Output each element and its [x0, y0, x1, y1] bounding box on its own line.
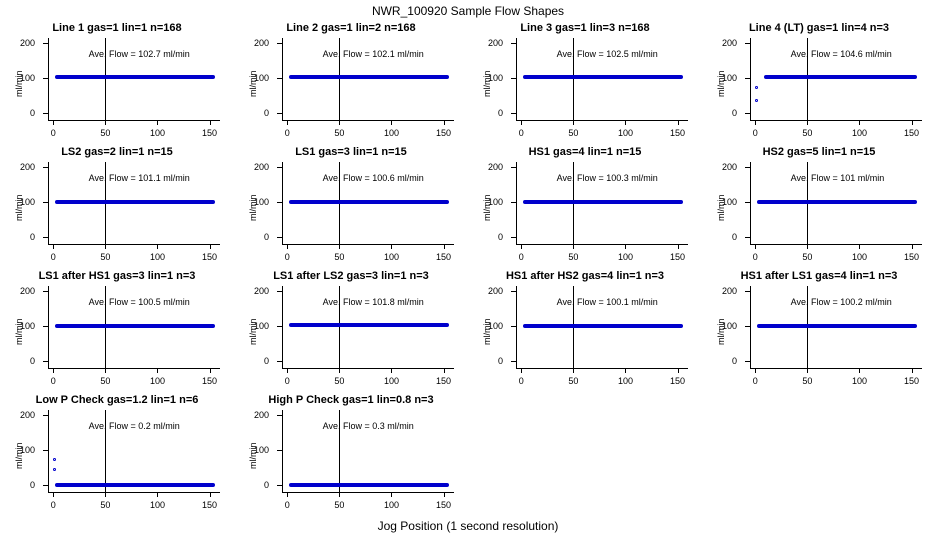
data-point-band	[55, 324, 214, 328]
x-tick-label: 50	[568, 252, 579, 262]
x-tick-label: 150	[436, 376, 452, 386]
x-tick	[755, 244, 756, 249]
panel-title: Line 1 gas=1 lin=1 n=168	[52, 22, 182, 34]
data-point-band	[523, 324, 682, 328]
chart-panel	[0, 268, 234, 392]
panel-title: High P Check gas=1 lin=0.8 n=3	[268, 394, 434, 406]
panel-title: Line 4 (LT) gas=1 lin=4 n=3	[748, 22, 890, 34]
y-tick-label: 0	[29, 108, 35, 119]
data-point-band	[289, 323, 448, 327]
average-flow-annotation: Ave. Flow = 101.8 ml/min	[322, 296, 424, 307]
x-tick	[105, 368, 106, 373]
x-tick-label: 50	[334, 500, 345, 510]
data-point-band	[764, 75, 917, 79]
chart-panel	[702, 268, 936, 392]
y-tick-label: 100	[487, 321, 503, 332]
y-tick-label: 100	[253, 73, 269, 84]
average-flow-annotation: Ave. Flow = 101 ml/min	[790, 172, 885, 183]
x-axis-line	[282, 368, 454, 369]
data-point	[755, 86, 758, 89]
x-tick	[157, 244, 158, 249]
average-flow-annotation: Ave. Flow = 0.2 ml/min	[88, 420, 180, 431]
chart-panel	[468, 268, 702, 392]
x-tick	[157, 368, 158, 373]
x-tick-label: 0	[752, 128, 758, 138]
y-tick-label: 0	[263, 480, 269, 491]
x-tick-label: 150	[202, 500, 218, 510]
x-tick	[210, 368, 211, 373]
chart-panel	[234, 392, 468, 516]
x-tick-label: 0	[752, 376, 758, 386]
x-axis-line	[282, 492, 454, 493]
y-tick-label: 100	[253, 197, 269, 208]
panel-grid	[0, 20, 936, 516]
y-axis-label: ml/min	[248, 442, 258, 469]
x-tick-label: 150	[202, 376, 218, 386]
chart-panel	[468, 144, 702, 268]
x-tick	[287, 368, 288, 373]
x-tick	[210, 120, 211, 125]
panel-title: Line 3 gas=1 lin=3 n=168	[520, 22, 650, 34]
chart-panel	[0, 392, 234, 516]
plot-area	[721, 162, 922, 262]
x-tick	[287, 244, 288, 249]
x-tick	[521, 120, 522, 125]
x-axis-line	[750, 120, 922, 121]
average-flow-annotation: Ave. Flow = 100.6 ml/min	[322, 172, 424, 183]
y-axis-label: ml/min	[248, 194, 258, 221]
y-tick-label: 200	[487, 38, 503, 49]
x-tick-label: 150	[436, 128, 452, 138]
chart-panel	[702, 20, 936, 144]
chart-panel	[702, 144, 936, 268]
panel-title: Line 2 gas=1 lin=2 n=168	[286, 22, 416, 34]
y-tick-label: 200	[19, 410, 35, 421]
x-tick	[859, 120, 860, 125]
x-tick-label: 50	[334, 128, 345, 138]
x-tick	[625, 368, 626, 373]
data-point-band	[55, 483, 214, 487]
panel-title: LS2 gas=2 lin=1 n=15	[61, 146, 173, 158]
data-point-band	[289, 75, 448, 79]
panel-title: HS2 gas=5 lin=1 n=15	[762, 146, 876, 158]
x-tick	[391, 120, 392, 125]
x-tick	[391, 492, 392, 497]
x-tick-label: 150	[436, 252, 452, 262]
average-flow-annotation: Ave. Flow = 100.1 ml/min	[556, 296, 658, 307]
x-tick-label: 100	[383, 252, 399, 262]
y-axis-label: ml/min	[248, 318, 258, 345]
x-tick-label: 100	[617, 376, 633, 386]
y-tick-label: 100	[487, 73, 503, 84]
data-point-band	[757, 324, 916, 328]
x-tick	[444, 492, 445, 497]
y-tick-label: 0	[263, 356, 269, 367]
plot-area	[487, 286, 688, 386]
x-axis-line	[48, 120, 220, 121]
figure-title: NWR_100920 Sample Flow Shapes	[371, 4, 565, 18]
x-tick-label: 0	[284, 128, 290, 138]
x-tick	[807, 368, 808, 373]
y-tick-label: 200	[721, 286, 737, 297]
x-tick-label: 50	[568, 376, 579, 386]
y-tick-label: 100	[721, 197, 737, 208]
average-flow-annotation: Ave. Flow = 101.1 ml/min	[88, 172, 190, 183]
x-tick	[105, 244, 106, 249]
y-axis-label: ml/min	[716, 70, 726, 97]
x-tick-label: 50	[100, 376, 111, 386]
plot-area	[19, 410, 220, 510]
x-tick	[521, 244, 522, 249]
data-point-band	[289, 483, 448, 487]
x-tick	[444, 368, 445, 373]
x-tick	[912, 368, 913, 373]
x-tick	[53, 368, 54, 373]
x-tick-label: 100	[851, 376, 867, 386]
y-tick-label: 100	[253, 445, 269, 456]
average-flow-annotation: Ave. Flow = 100.3 ml/min	[556, 172, 658, 183]
x-tick	[53, 244, 54, 249]
panel-title: LS1 gas=3 lin=1 n=15	[295, 146, 407, 158]
x-tick	[157, 120, 158, 125]
chart-panel	[468, 20, 702, 144]
x-axis-line	[282, 244, 454, 245]
x-tick	[210, 492, 211, 497]
x-tick	[210, 244, 211, 249]
x-tick-label: 150	[670, 376, 686, 386]
x-tick	[521, 368, 522, 373]
y-tick-label: 200	[487, 286, 503, 297]
panel-title: HS1 after HS2 gas=4 lin=1 n=3	[505, 270, 665, 282]
panel-title: LS1 after LS2 gas=3 lin=1 n=3	[273, 270, 429, 282]
x-tick	[105, 120, 106, 125]
x-tick-label: 50	[802, 376, 813, 386]
x-tick-label: 0	[518, 376, 524, 386]
x-tick-label: 0	[284, 376, 290, 386]
x-tick-label: 150	[202, 252, 218, 262]
chart-panel	[0, 144, 234, 268]
x-tick	[755, 120, 756, 125]
average-flow-annotation: Ave. Flow = 102.7 ml/min	[88, 48, 190, 59]
x-tick-label: 100	[383, 128, 399, 138]
y-axis-label: ml/min	[14, 194, 24, 221]
x-tick-label: 0	[518, 128, 524, 138]
x-tick	[678, 244, 679, 249]
x-tick	[678, 368, 679, 373]
plot-area	[19, 162, 220, 262]
data-point-band	[55, 200, 214, 204]
y-tick-label: 100	[487, 197, 503, 208]
y-tick-label: 200	[19, 162, 35, 173]
y-tick-label: 0	[731, 232, 737, 243]
y-tick-label: 100	[19, 445, 35, 456]
y-tick-label: 200	[19, 38, 35, 49]
y-axis-label: ml/min	[482, 70, 492, 97]
x-tick	[807, 120, 808, 125]
y-axis-label: ml/min	[14, 318, 24, 345]
y-axis-label: ml/min	[14, 442, 24, 469]
y-tick-label: 0	[497, 232, 503, 243]
average-flow-annotation: Ave. Flow = 102.5 ml/min	[556, 48, 658, 59]
x-tick	[339, 244, 340, 249]
plot-area	[253, 286, 454, 386]
y-tick-label: 0	[263, 108, 269, 119]
x-tick-label: 50	[334, 252, 345, 262]
x-tick	[444, 244, 445, 249]
x-tick	[573, 368, 574, 373]
x-tick-label: 50	[568, 128, 579, 138]
chart-panel	[234, 20, 468, 144]
x-axis-line	[48, 244, 220, 245]
x-axis-line	[516, 120, 688, 121]
x-tick	[339, 120, 340, 125]
x-tick	[625, 120, 626, 125]
x-tick-label: 100	[383, 500, 399, 510]
x-tick	[287, 492, 288, 497]
y-axis-label: ml/min	[716, 194, 726, 221]
y-tick-label: 100	[19, 73, 35, 84]
x-axis-line	[48, 492, 220, 493]
y-tick-label: 0	[29, 480, 35, 491]
x-tick-label: 0	[284, 500, 290, 510]
average-flow-annotation: Ave. Flow = 100.2 ml/min	[790, 296, 892, 307]
y-tick-label: 0	[731, 356, 737, 367]
y-tick-label: 0	[263, 232, 269, 243]
x-axis-line	[750, 244, 922, 245]
x-axis-label: Jog Position (1 second resolution)	[377, 519, 559, 533]
plot-area	[253, 162, 454, 262]
x-tick-label: 0	[752, 252, 758, 262]
x-tick	[339, 492, 340, 497]
x-tick	[859, 368, 860, 373]
x-tick-label: 150	[904, 128, 920, 138]
y-tick-label: 100	[19, 197, 35, 208]
panel-title: HS1 after LS1 gas=4 lin=1 n=3	[740, 270, 898, 282]
plot-area	[721, 286, 922, 386]
x-tick-label: 50	[100, 128, 111, 138]
x-tick-label: 100	[149, 500, 165, 510]
x-axis-line	[750, 368, 922, 369]
y-axis-label: ml/min	[716, 318, 726, 345]
plot-area	[487, 38, 688, 138]
average-flow-annotation: Ave. Flow = 0.3 ml/min	[322, 420, 414, 431]
y-axis-label: ml/min	[248, 70, 258, 97]
chart-panel	[234, 144, 468, 268]
y-tick-label: 100	[721, 73, 737, 84]
chart-panel	[234, 268, 468, 392]
x-tick-label: 100	[851, 128, 867, 138]
average-flow-annotation: Ave. Flow = 100.5 ml/min	[88, 296, 190, 307]
panel-title: LS1 after HS1 gas=3 lin=1 n=3	[38, 270, 196, 282]
y-tick-label: 200	[721, 162, 737, 173]
data-point-band	[523, 75, 682, 79]
x-tick-label: 0	[518, 252, 524, 262]
x-tick-label: 100	[149, 376, 165, 386]
x-tick	[53, 492, 54, 497]
chart-panel	[0, 20, 234, 144]
x-tick	[912, 120, 913, 125]
x-axis-line	[282, 120, 454, 121]
y-tick-label: 200	[253, 286, 269, 297]
x-tick-label: 150	[904, 376, 920, 386]
x-tick	[391, 368, 392, 373]
y-tick-label: 0	[497, 108, 503, 119]
panel-title: HS1 gas=4 lin=1 n=15	[528, 146, 642, 158]
x-tick-label: 150	[904, 252, 920, 262]
y-tick-label: 200	[721, 38, 737, 49]
y-tick-label: 0	[29, 356, 35, 367]
y-tick-label: 0	[497, 356, 503, 367]
y-axis-label: ml/min	[14, 70, 24, 97]
x-tick-label: 100	[149, 128, 165, 138]
data-point-band	[55, 75, 214, 79]
y-tick-label: 200	[487, 162, 503, 173]
x-tick-label: 50	[100, 252, 111, 262]
x-tick-label: 150	[670, 252, 686, 262]
average-flow-annotation: Ave. Flow = 102.1 ml/min	[322, 48, 424, 59]
x-axis-line	[516, 244, 688, 245]
x-tick	[157, 492, 158, 497]
x-tick-label: 0	[50, 128, 56, 138]
x-tick-label: 100	[851, 252, 867, 262]
x-tick-label: 50	[334, 376, 345, 386]
data-point-band	[757, 200, 916, 204]
x-axis-line	[516, 368, 688, 369]
x-tick-label: 100	[617, 252, 633, 262]
panel-title: Low P Check gas=1.2 lin=1 n=6	[35, 394, 199, 406]
data-point	[53, 468, 56, 471]
y-tick-label: 100	[19, 321, 35, 332]
x-tick	[807, 244, 808, 249]
x-tick-label: 50	[802, 252, 813, 262]
x-tick	[573, 244, 574, 249]
plot-area	[253, 410, 454, 510]
plot-area	[19, 286, 220, 386]
y-axis-label: ml/min	[482, 194, 492, 221]
x-tick	[339, 368, 340, 373]
data-point	[755, 99, 758, 102]
plot-area	[721, 38, 922, 138]
x-tick	[573, 120, 574, 125]
average-flow-annotation: Ave. Flow = 104.6 ml/min	[790, 48, 892, 59]
x-tick-label: 100	[383, 376, 399, 386]
x-axis-line	[48, 368, 220, 369]
plot-area	[487, 162, 688, 262]
x-tick	[391, 244, 392, 249]
x-tick	[678, 120, 679, 125]
x-tick-label: 150	[436, 500, 452, 510]
x-tick-label: 0	[284, 252, 290, 262]
x-tick	[53, 120, 54, 125]
plot-area	[253, 38, 454, 138]
x-tick	[444, 120, 445, 125]
y-tick-label: 200	[253, 162, 269, 173]
y-tick-label: 100	[721, 321, 737, 332]
x-tick-label: 150	[670, 128, 686, 138]
x-tick-label: 0	[50, 376, 56, 386]
data-point-band	[523, 200, 682, 204]
y-axis-label: ml/min	[482, 318, 492, 345]
x-tick-label: 50	[802, 128, 813, 138]
plot-area	[19, 38, 220, 138]
x-tick	[912, 244, 913, 249]
x-tick	[859, 244, 860, 249]
x-tick	[755, 368, 756, 373]
x-tick	[105, 492, 106, 497]
x-tick-label: 0	[50, 500, 56, 510]
x-tick-label: 100	[617, 128, 633, 138]
y-tick-label: 0	[29, 232, 35, 243]
x-tick-label: 100	[149, 252, 165, 262]
y-tick-label: 0	[731, 108, 737, 119]
y-tick-label: 200	[253, 410, 269, 421]
y-tick-label: 200	[253, 38, 269, 49]
y-tick-label: 100	[253, 321, 269, 332]
x-tick-label: 0	[50, 252, 56, 262]
data-point-band	[289, 200, 448, 204]
y-tick-label: 200	[19, 286, 35, 297]
x-tick-label: 150	[202, 128, 218, 138]
x-tick	[625, 244, 626, 249]
data-point	[53, 458, 56, 461]
x-tick	[287, 120, 288, 125]
x-tick-label: 50	[100, 500, 111, 510]
